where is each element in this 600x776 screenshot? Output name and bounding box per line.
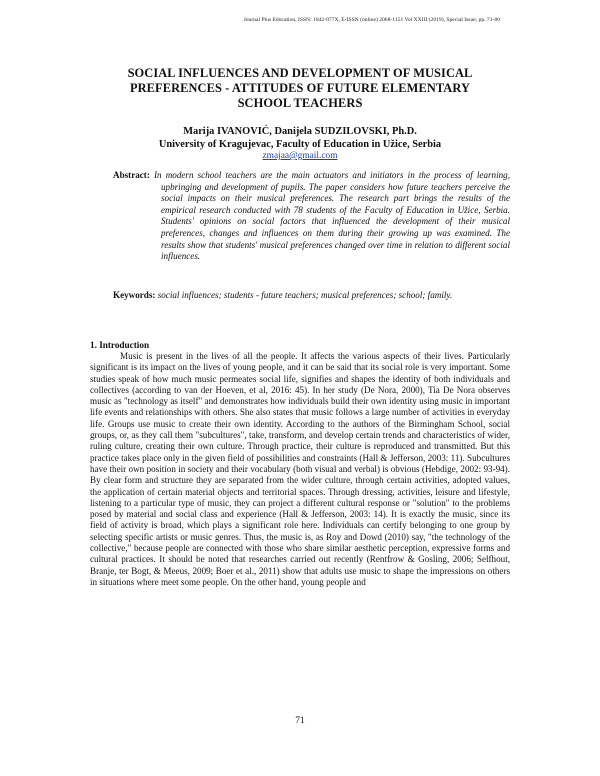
author-email-link[interactable]: zmajaa@gmail.com (262, 151, 338, 161)
keywords-label: Keywords: (113, 290, 156, 300)
title-line-3: SCHOOL TEACHERS (237, 96, 363, 110)
section-heading: 1. Introduction (90, 340, 150, 350)
keywords (113, 290, 513, 301)
author-block (100, 125, 500, 151)
journal-header: Journal Plus Education, ISSN: 1842-077X, E-ISSN (online) 2068-1151 Vol XXIII (2019), Special Issue, pp. 71-80 (243, 17, 500, 23)
section-introduction (90, 339, 510, 588)
author-affiliation: University of Kragujevac, Faculty of Education in Užice, Serbia (158, 139, 442, 150)
abstract (113, 170, 510, 263)
keywords-text: social influences; students - future teachers; musical preferences; school; family. (157, 290, 453, 300)
section-body: Music is present in the lives of all the people. It affects the various aspects of their lives. Particularly significant is its impact on the lives of young people, and it can be said that its social role is very important. Some studies speak of how much music permeates social life, signifies and shapes the identity of both individuals and collectives (according to van der Hoeven, et al, 2016: 45). In her study (De Nora, 2000), Tia De Nora observes music as "technology as itself" and demonstrates how individuals build their own identity using music in important life events and relationships with others. She also states that music follows a large number of activities in everyday life. Groups use music to create their own identity. According to the authors of the Birmingham School, social groups, or, as they call them "subcultures", take, transform, and develop certain trends and characteristics of wider, ruling culture, creating their own culture. Through practice, their culture is reproduced and transmitted. But this practice takes place only in the given field of possibilities and constraints (Hall & Jefferson, 2003: 11). Subcultures have their own position in society and their vocabulary (both visual and verbal) is obvious (Hebdige, 2002: 93-94). By clear form and structure they are separated from the wider culture, through certain activities, adopted values, the application of certain material objects and territorial spaces. Through dressing, activities, leisure and lifestyle, listening to a particular type of music, they can project a different cultural response or "solution" to the problems posed by material and social class and experience (Hall & Jefferson, 2003: 14). It is exactly the music, since its field of activity is broad, which plays a significant role here. Individuals can certify belonging to one group by selecting specific artists or music genres. Thus, the music is, as Roy and Dowd (2010) say, "the technology of the collective," because people are connected with those who share similar aesthetic perception, expressive forms and cultural practices. It should be noted that researches carried out recently (Rentfrow & Gosling, 2006; Selfhout, Branje, ter Bogt, & Meeus, 2009; Boer et al., 2011) show that adults use music to shape the impressions on others in situations where meet some people. On the other hand, young people and (90, 351, 510, 587)
title-line-2: PREFERENCES - ATTITUDES OF FUTURE ELEMENTARY (129, 81, 471, 95)
page-number: 71 (295, 716, 305, 726)
abstract-text: In modern school teachers are the main actuators and initiators in the process of learning, upbringing and development of pupils. The paper considers how future teachers perceive the social impacts on their musical preferences. The research part brings the results of the empirical research conducted with 78 students of the Faculty of Education in Užice, Serbia. Students' opinions on social factors that influenced the development of their musical preferences, changes and influences on them during their growing up was examined. The results show that students' musical preferences changed over time in relation to different social influences. (154, 170, 510, 262)
title-line-1: SOCIAL INFLUENCES AND DEVELOPMENT OF MUSICAL (127, 66, 473, 80)
paper-title (100, 66, 500, 111)
author-names: Marija IVANOVIĆ, Danijela SUDZILOVSKI, Ph.D. (183, 126, 417, 137)
abstract-label: Abstract: (113, 170, 150, 180)
